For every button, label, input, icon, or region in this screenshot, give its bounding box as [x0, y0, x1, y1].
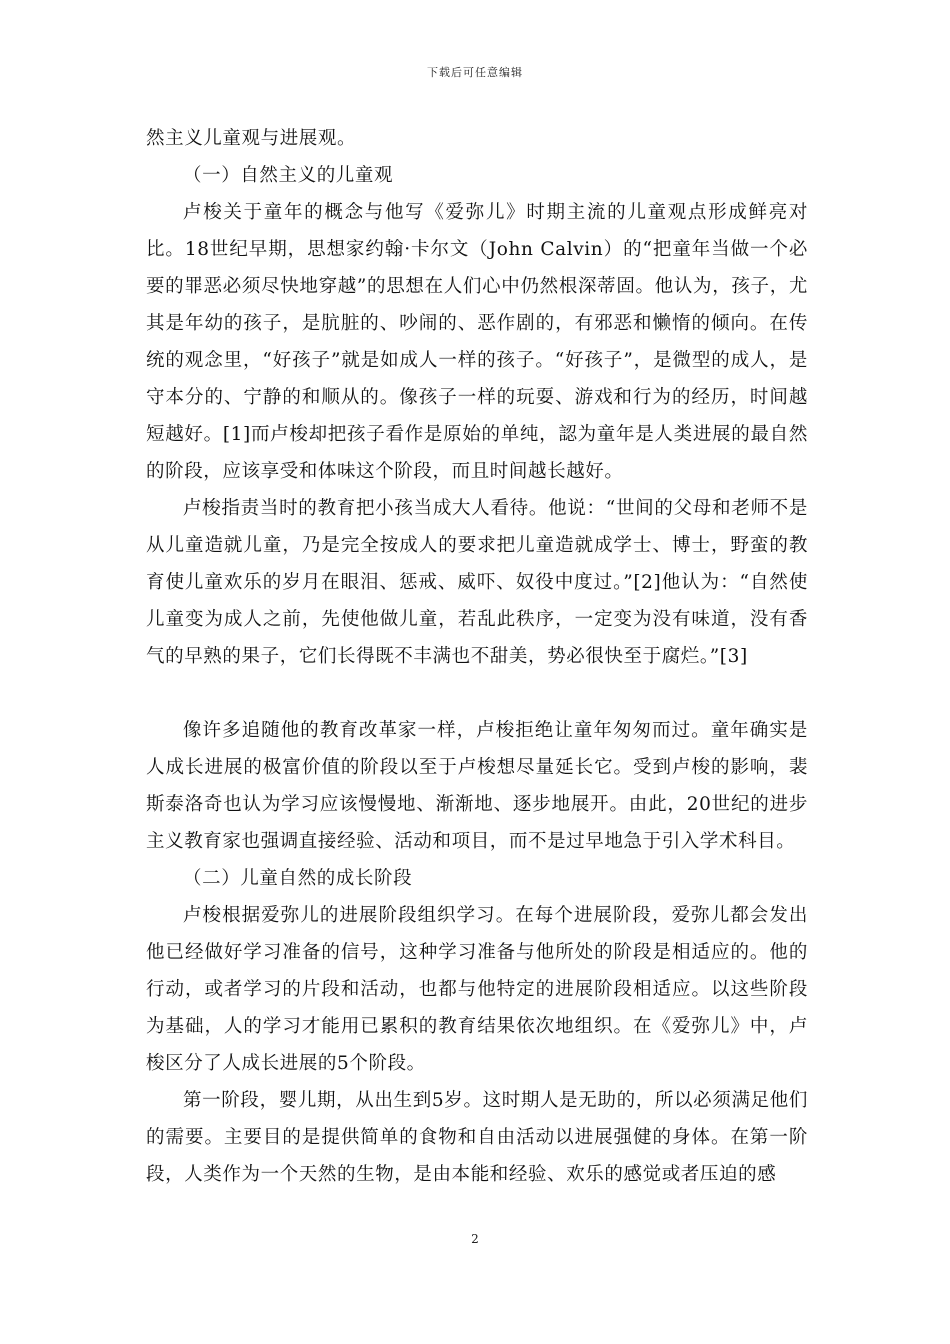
paragraph-continuation: 然主义儿童观与进展观。: [146, 128, 357, 149]
section-heading-growth-stages: （二）儿童自然的成长阶段: [183, 868, 413, 889]
paragraph-reformers: 像许多追随他的教育改革家一样，卢梭拒绝让童年匆匆而过。童年确实是人成长进展的极富价值的阶段以至于卢梭想尽量延长它。受到卢梭的影响，裴斯泰洛奇也认为学习应该慢慢地、渐渐地、逐步地展开。由此，20世纪的进步主义教育家也强调直接经验、活动和项目，而不是过早地急于引入学术科目。: [146, 720, 808, 852]
paragraph-spacer: [146, 675, 808, 712]
paragraph-education-critique: 卢梭指责当时的教育把小孩当成大人看待。他说：“世间的父母和老师不是从儿童造就儿童，乃是完全按成人的要求把儿童造就成学士、博士，野蛮的教育使儿童欢乐的岁月在眼泪、惩戒、威吓、奴役中度过。”[2]他认为：“自然使儿童变为成人之前，先使他做儿童，若乱此秩序，一定变为没有味道，没有香气的早熟的果子，它们长得既不丰满也不甜美，势必很快至于腐烂。”[3]: [146, 498, 808, 667]
page-header-note: 下载后可任意编辑: [427, 66, 523, 79]
paragraph-first-stage: 第一阶段，婴儿期，从出生到5岁。这时期人是无助的，所以必须满足他们的需要。主要目的是提供简单的食物和自由活动以进展强健的身体。在第一阶段，人类作为一个天然的生物，是由本能和经验、欢乐的感觉或者压迫的感: [146, 1090, 808, 1185]
paragraph-stage-organization: 卢梭根据爱弥儿的进展阶段组织学习。在每个进展阶段，爱弥儿都会发出他已经做好学习准备的信号，这种学习准备与他所处的阶段是相适应的。他的行动，或者学习的片段和活动，也都与他特定的进展阶段相适应。以这些阶段为基础，人的学习才能用已累积的教育结果依次地组织。在《爱弥儿》中，卢梭区分了人成长进展的5个阶段。: [146, 905, 808, 1074]
paragraph-childhood-concept: 卢梭关于童年的概念与他写《爱弥儿》时期主流的儿童观点形成鲜亮对比。18世纪早期，思想家约翰·卡尔文（John Calvin）的“把童年当做一个必要的罪恶必须尽快地穿越”的思想在人们心中仍然根深蒂固。他认为，孩子，尤其是年幼的孩子，是肮脏的、吵闹的、恶作剧的，有邪恶和懒惰的倾向。在传统的观念里，“好孩子”就是如成人一样的孩子。“好孩子”，是微型的成人，是守本分的、宁静的和顺从的。像孩子一样的玩耍、游戏和行为的经历，时间越短越好。[1]而卢梭却把孩子看作是原始的单纯，認为童年是人类进展的最自然的阶段，应该享受和体味这个阶段，而且时间越长越好。: [146, 202, 808, 482]
page-number: 2: [471, 1232, 479, 1246]
section-heading-naturalist-view: （一）自然主义的儿童观: [183, 165, 394, 186]
document-body: [146, 120, 808, 1193]
